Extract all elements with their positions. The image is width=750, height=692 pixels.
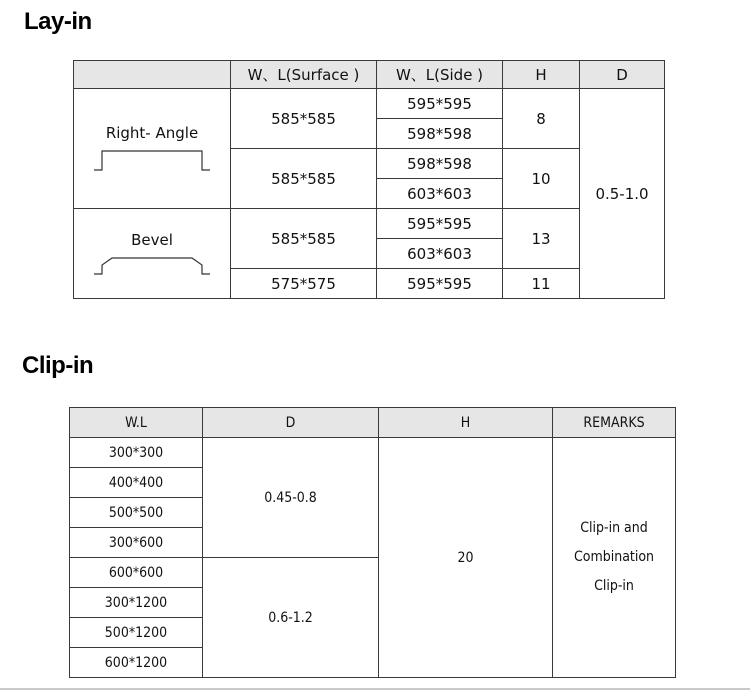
- clipin-header-h: H: [379, 408, 553, 438]
- side-cell: 603*603: [377, 179, 503, 209]
- wl-cell: 300*300: [70, 438, 203, 468]
- side-cell: 603*603: [377, 239, 503, 269]
- height-cell: 10: [503, 149, 580, 209]
- right-angle-profile-icon: [92, 148, 212, 174]
- depth-cell: 0.6-1.2: [203, 558, 379, 678]
- layin-header-d: D: [580, 61, 665, 89]
- wl-cell: 600*600: [70, 558, 203, 588]
- layin-table: [73, 60, 665, 299]
- bevel-profile-icon: [92, 255, 212, 277]
- height-cell: 11: [503, 269, 580, 299]
- clipin-heading: Clip-in: [22, 352, 94, 379]
- depth-cell: 0.45-0.8: [203, 438, 379, 558]
- wl-cell: 300*600: [70, 528, 203, 558]
- clipin-header-remarks: REMARKS: [553, 408, 676, 438]
- height-cell: 20: [379, 438, 553, 678]
- table-row: [74, 209, 665, 239]
- surface-cell: 585*585: [231, 89, 377, 149]
- right-angle-cell: [74, 89, 231, 209]
- table-row: [70, 438, 676, 468]
- height-cell: 13: [503, 209, 580, 269]
- bottom-divider: [0, 688, 750, 690]
- wl-cell: 300*1200: [70, 588, 203, 618]
- layin-header-surface: W、L(Surface ): [231, 61, 377, 89]
- remarks-line: Clip-in and: [580, 520, 648, 536]
- side-cell: 598*598: [377, 149, 503, 179]
- bevel-cell: [74, 209, 231, 299]
- table-row: [74, 89, 665, 119]
- depth-cell: 0.5-1.0: [580, 89, 665, 299]
- side-cell: 595*595: [377, 209, 503, 239]
- layin-heading: Lay-in: [24, 8, 92, 35]
- side-cell: 595*595: [377, 269, 503, 299]
- height-cell: 8: [503, 89, 580, 149]
- remarks-cell: [553, 438, 676, 678]
- wl-cell: 500*1200: [70, 618, 203, 648]
- right-angle-label: Right- Angle: [105, 123, 199, 142]
- wl-cell: 400*400: [70, 468, 203, 498]
- clipin-header-wl: W.L: [70, 408, 203, 438]
- side-cell: 598*598: [377, 119, 503, 149]
- wl-cell: 500*500: [70, 498, 203, 528]
- remarks-line: Clip-in: [594, 578, 634, 594]
- clipin-header-d: D: [203, 408, 379, 438]
- wl-cell: 600*1200: [70, 648, 203, 678]
- clipin-table: [69, 407, 676, 678]
- remarks-line: Combination: [573, 549, 655, 565]
- layin-header-h: H: [503, 61, 580, 89]
- side-cell: 595*595: [377, 89, 503, 119]
- layin-header-blank: [74, 61, 231, 89]
- surface-cell: 585*585: [231, 149, 377, 209]
- bevel-label: Bevel: [131, 230, 173, 249]
- surface-cell: 575*575: [231, 269, 377, 299]
- layin-header-row: [74, 61, 665, 89]
- clipin-header-row: [70, 408, 676, 438]
- layin-header-side: W、L(Side ): [377, 61, 503, 89]
- surface-cell: 585*585: [231, 209, 377, 269]
